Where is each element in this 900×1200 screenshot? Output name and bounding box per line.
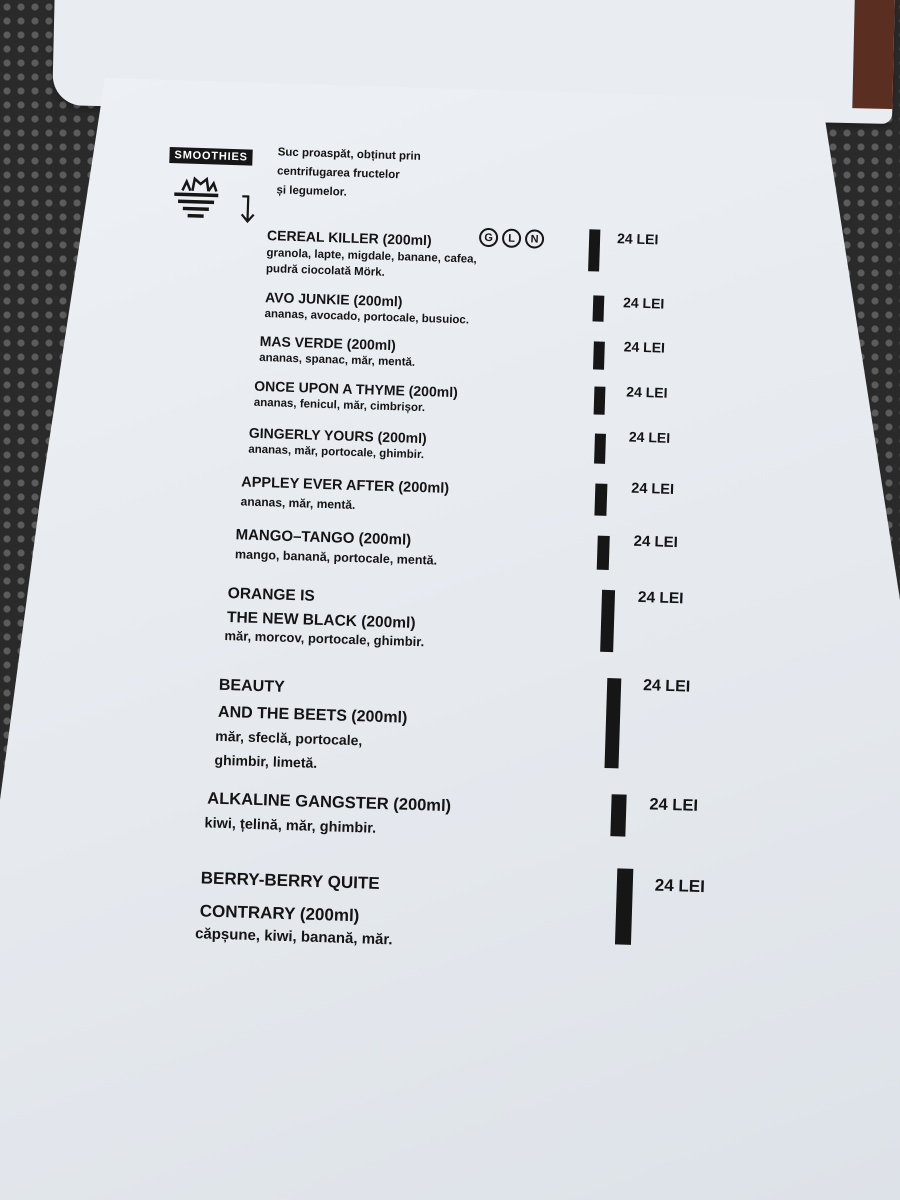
item-name: ALKALINE GANGSTER (200ml) xyxy=(207,789,452,816)
item-price: 24 LEI xyxy=(626,383,668,401)
smoothies-menu xyxy=(167,140,790,949)
item-price: 24 LEI xyxy=(616,230,659,248)
item-ingredients: mango, banană, portocale, mentă. xyxy=(234,547,438,568)
arrow-down-icon xyxy=(239,194,256,224)
price-divider xyxy=(594,433,606,463)
item-ingredients: măr, morcov, portocale, ghimbir. xyxy=(224,627,425,650)
item-name: ONCE UPON A THYME (200ml) xyxy=(254,377,459,401)
item-name: MAS VERDE (200ml) xyxy=(259,332,397,354)
price-divider xyxy=(593,341,605,369)
section-title: SMOOTHIES xyxy=(169,147,253,166)
price-divider xyxy=(604,678,621,768)
item-price: 24 LEI xyxy=(637,588,684,608)
price-divider xyxy=(597,536,610,570)
price-divider xyxy=(588,229,600,271)
item-price: 24 LEI xyxy=(623,338,666,356)
price-divider xyxy=(594,484,607,516)
price-divider xyxy=(594,386,606,414)
menu-binding-edge xyxy=(852,0,894,109)
item-name: GINGERLY YOURS (200ml) xyxy=(248,424,427,447)
item-ingredients: ananas, măr, mentă. xyxy=(240,494,356,512)
price-divider xyxy=(593,295,605,321)
item-price: 24 LEI xyxy=(649,795,699,815)
item-ingredients: granola, lapte, migdale, banane, cafea, pudră ciocolată Mörk. xyxy=(265,247,477,279)
badge-g-icon: G xyxy=(479,228,499,248)
price-divider xyxy=(600,590,615,652)
item-ingredients: măr, sfeclă, portocale, ghimbir, limetă. xyxy=(214,727,363,771)
item-name: AVO JUNKIE (200ml) xyxy=(264,289,403,310)
price-divider xyxy=(615,868,633,944)
item-name: APPLEY EVER AFTER (200ml) xyxy=(241,474,450,497)
item-name: BERRY-BERRY QUITE CONTRARY (200ml) xyxy=(199,868,380,926)
item-price: 24 LEI xyxy=(631,480,675,498)
item-price: 24 LEI xyxy=(654,875,706,897)
item-price: 24 LEI xyxy=(622,294,665,312)
item-ingredients: ananas, avocado, portocale, busuioc. xyxy=(264,308,470,327)
item-price: 24 LEI xyxy=(642,677,691,696)
item-ingredients: ananas, fenicul, măr, cimbrișor. xyxy=(253,396,426,415)
section-description: Suc proaspăt, obținut prin centrifugarea fructelor și legumelor. xyxy=(276,146,421,199)
item-ingredients: ananas, măr, portocale, ghimbir. xyxy=(248,443,425,462)
price-divider xyxy=(610,794,626,836)
item-name: BEAUTY AND THE BEETS (200ml) xyxy=(217,676,408,727)
item-name: CEREAL KILLER (200ml) xyxy=(266,227,432,249)
item-ingredients: ananas, spanac, măr, mentă. xyxy=(259,351,416,369)
badge-l-icon: L xyxy=(502,228,522,248)
item-ingredients: kiwi, țelină, măr, ghimbir. xyxy=(204,815,377,837)
item-ingredients: căpșune, kiwi, banană, măr. xyxy=(194,925,393,949)
salad-bowl-icon xyxy=(167,170,225,224)
item-name: MANGO–TANGO (200ml) xyxy=(235,526,412,549)
item-price: 24 LEI xyxy=(628,428,671,446)
badge-n-icon: N xyxy=(525,229,545,249)
item-price: 24 LEI xyxy=(633,532,679,552)
dietary-badges xyxy=(479,228,545,249)
item-name: ORANGE IS THE NEW BLACK (200ml) xyxy=(226,585,416,632)
